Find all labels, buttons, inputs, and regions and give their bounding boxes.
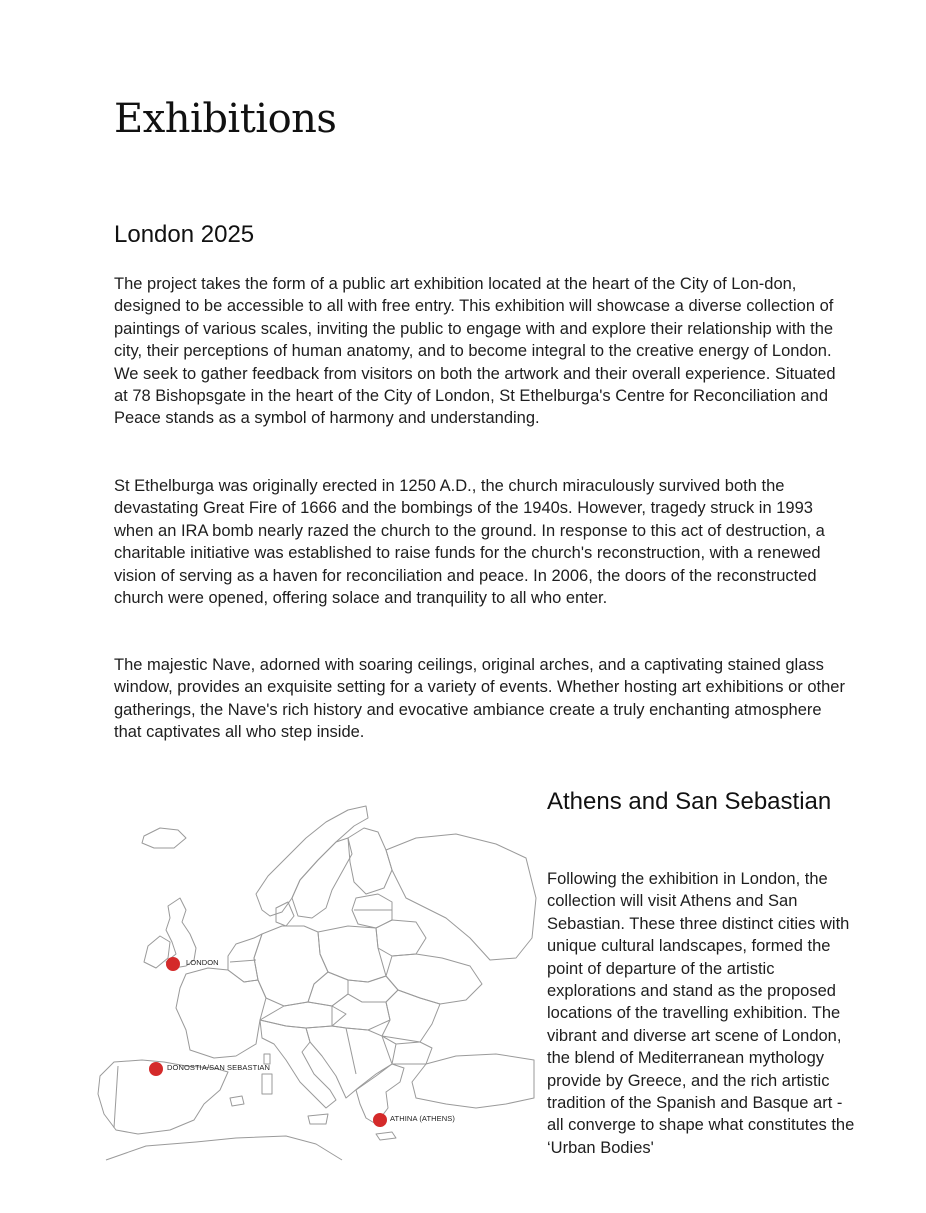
europe-map bbox=[86, 798, 538, 1168]
san-sebastian-marker bbox=[149, 1062, 163, 1076]
athens-paragraph: Following the exhibition in London, the collection will visit Athens and San Sebastian. These three distinct cities with unique cultural landscapes, formed the point of departure of the artistic explorations and stand as the proposed locations of the travelling exhibition. The vibrant and diverse art scene of London, the blend of Mediterranean mythology provide by Greece, and the rich artistic tradition of the Spanish and Basque art - all converge to shape what constitutes the ‘Urban Bodies' bbox=[547, 870, 855, 1157]
page-title: Exhibitions bbox=[114, 96, 337, 142]
san-sebastian-label: DONOSTIA/SAN SEBASTIAN bbox=[167, 1063, 271, 1072]
london-paragraph-1: The project takes the form of a public art exhibition located at the heart of the City of Lon-don, designed to be accessible to all with free entry. This exhibition will showcase a diverse collection of paintings of various scales, inviting the public to engage with and explore their relationship with the city, their perceptions of human anatomy, and to become integral to the creative energy of London. We seek to gather feedback from visitors on both the artwork and their overall experience. Situated at 78 Bishopsgate in the heart of the City of London, St Ethelburga's Centre for Reconciliation and Peace stands as a symbol of harmony and understanding. bbox=[114, 275, 836, 428]
athens-marker bbox=[373, 1113, 387, 1127]
london-label: LONDON bbox=[186, 958, 219, 967]
london-paragraph-3: The majestic Nave, adorned with soaring ceilings, original arches, and a captivating stained glass window, provides an exquisite setting for a variety of events. Whether hosting art exhibitions or other gatherings, the Nave's rich history and evocative ambiance create a truly enchanting atmosphere that captivates all who step inside. bbox=[114, 656, 845, 742]
europe-map-outline bbox=[86, 798, 538, 1168]
london-marker bbox=[166, 957, 180, 971]
london-paragraph-2: St Ethelburga was originally erected in 1250 A.D., the church miraculously survived both the devastating Great Fire of 1666 and the bombings of the 1940s. However, tragedy struck in 1993 when an IRA bomb nearly razed the church to the ground. In response to this act of destruction, a charitable initiative was established to raise funds for the church's reconstruction, with a renewed vision of serving as a haven for reconciliation and peace. In 2006, the doors of the reconstructed church were opened, offering solace and tranquility to all who enter. bbox=[114, 477, 825, 608]
athens-label: ATHINA (ATHENS) bbox=[390, 1114, 455, 1123]
london-section-heading: London 2025 bbox=[114, 221, 255, 248]
athens-section-heading: Athens and San Sebastian bbox=[547, 788, 832, 815]
